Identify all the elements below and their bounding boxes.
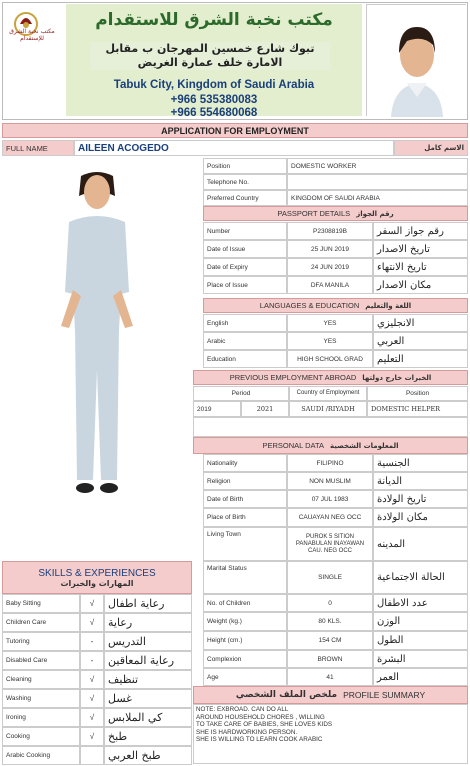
skill-mark-8 — [80, 746, 104, 765]
languages-section — [203, 298, 468, 313]
employment-blank-row-0 — [193, 417, 468, 437]
passport-label-ar-0: رقم جواز السفر — [373, 222, 468, 240]
full-name-label-ar: الاسم كامل — [394, 140, 468, 156]
personal-label-9: Complexion — [203, 650, 287, 668]
field-label-2: Preferred Country — [203, 190, 287, 206]
passport-label-ar-1: تاريخ الاصدار — [373, 240, 468, 258]
personal-label-7: Weight (kg.) — [203, 612, 287, 631]
language-label-2: Education — [203, 350, 287, 368]
personal-label-2: Date of Birth — [203, 490, 287, 508]
languages-section-title-ar: اللغة والتعليم — [365, 301, 412, 310]
field-label-1: Telephone No. — [203, 174, 287, 190]
profile-line-3: SHE IS HARDWORKING PERSON. — [196, 728, 298, 736]
skill-label-ar-2: التدريس — [104, 632, 192, 651]
skill-mark-0: √ — [80, 594, 104, 613]
address-line-2: الامارة خلف عمارة الغريض — [137, 56, 283, 69]
profile-title-ar: ملخص الملف الشخصي — [235, 690, 338, 700]
skill-label-4: Cleaning — [2, 670, 80, 689]
skill-label-ar-8: طبخ العربي — [104, 746, 192, 765]
personal-value-2: 07 JUL 1983 — [287, 490, 373, 508]
profile-title: PROFILE SUMMARY — [343, 690, 426, 700]
company-address-ar — [90, 42, 330, 70]
skill-label-ar-5: غسل — [104, 689, 192, 708]
personal-value-1: NON MUSLIM — [287, 472, 373, 490]
personal-label-10: Age — [203, 668, 287, 686]
field-value-0: DOMESTIC WORKER — [287, 158, 468, 174]
language-label-ar-0: الانجليزي — [373, 314, 468, 332]
passport-section-title-ar: رقم الجواز — [356, 209, 394, 218]
personal-label-0: Nationality — [203, 454, 287, 472]
skills-section — [2, 561, 192, 594]
passport-label-ar-2: تاريخ الانتهاء — [373, 258, 468, 276]
profile-line-2: TO TAKE CARE OF BABIES, SHE LOVES KIDS — [196, 721, 333, 729]
personal-label-ar-1: الديانة — [373, 472, 468, 490]
skill-mark-4: √ — [80, 670, 104, 689]
personal-value-6: 0 — [287, 594, 373, 612]
skill-mark-6: √ — [80, 708, 104, 727]
profile-summary-text — [193, 704, 468, 764]
passport-label-3: Place of Issue — [203, 276, 287, 294]
languages-section-title: LANGUAGES & EDUCATION — [259, 301, 360, 310]
skill-mark-3: - — [80, 651, 104, 670]
passport-value-0: P2308819B — [287, 222, 373, 240]
passport-label-0: Number — [203, 222, 287, 240]
skill-label-2: Tutoring — [2, 632, 80, 651]
personal-section — [193, 437, 468, 454]
personal-value-8: 154 CM — [287, 631, 373, 650]
skill-mark-1: √ — [80, 613, 104, 632]
skill-label-1: Children Care — [2, 613, 80, 632]
employment-section-title: PREVIOUS EMPLOYMENT ABROAD — [229, 373, 357, 382]
personal-value-0: FILIPINO — [287, 454, 373, 472]
passport-section-title: PASSPORT DETAILS — [277, 209, 351, 218]
passport-value-3: DFA MANILA — [287, 276, 373, 294]
personal-label-5: Marital Status — [203, 561, 287, 594]
passport-label-1: Date of Issue — [203, 240, 287, 258]
personal-label-4: Living Town — [203, 527, 287, 561]
personal-label-ar-6: عدد الاطفال — [373, 594, 468, 612]
personal-value-7: 80 KLS. — [287, 612, 373, 631]
personal-label-ar-9: البشرة — [373, 650, 468, 668]
personal-label-ar-10: العمر — [373, 668, 468, 686]
profile-line-1: AROUND HOUSEHOLD CHORES , WILLING — [196, 713, 325, 721]
personal-section-title-ar: المعلومات الشخصية — [329, 441, 399, 450]
language-value-2: HIGH SCHOOL GRAD — [287, 350, 373, 368]
personal-label-6: No. of Children — [203, 594, 287, 612]
skill-mark-7: √ — [80, 727, 104, 746]
skill-label-5: Washing — [2, 689, 80, 708]
skill-label-0: Baby Sitting — [2, 594, 80, 613]
skill-label-8: Arabic Cooking — [2, 746, 80, 765]
language-label-ar-1: العربي — [373, 332, 468, 350]
skill-label-3: Disabled Care — [2, 651, 80, 670]
employment-from-0: 2019 — [193, 401, 241, 417]
skill-label-ar-1: رعاية — [104, 613, 192, 632]
application-title: APPLICATION FOR EMPLOYMENT — [2, 123, 468, 138]
portrait-photo — [366, 4, 466, 116]
personal-value-10: 41 — [287, 668, 373, 686]
personal-label-3: Place of Birth — [203, 508, 287, 527]
company-name-ar: مكتب نخبة الشرق للاستقدام — [95, 10, 333, 30]
skills-title-ar: المهارات والخبرات — [60, 578, 134, 588]
employment-to-0: 2021 — [241, 401, 289, 417]
skill-label-ar-3: رعاية المعاقين — [104, 651, 192, 670]
language-label-ar-2: التعليم — [373, 350, 468, 368]
personal-value-5: SINGLE — [287, 561, 373, 594]
personal-value-4: PUROK 5 SITION PANABULAN INAYAWAN CAU. NEG OCC — [287, 527, 373, 561]
passport-value-1: 25 JUN 2019 — [287, 240, 373, 258]
language-value-0: YES — [287, 314, 373, 332]
employment-section — [193, 370, 468, 385]
personal-value-9: BROWN — [287, 650, 373, 668]
personal-value-3: CAUAYAN NEG OCC — [287, 508, 373, 527]
personal-label-ar-0: الجنسية — [373, 454, 468, 472]
logo-text: مكتب نخبة الشرق للإستقدام — [9, 28, 55, 42]
company-phone-2: +966 554680068 — [170, 107, 258, 119]
skill-label-ar-7: طبخ — [104, 727, 192, 746]
company-city: Tabuk City, Kingdom of Saudi Arabia — [113, 79, 315, 91]
language-label-0: English — [203, 314, 287, 332]
profile-line-4: SHE IS WILLING TO LEARN COOK ARABIC — [196, 736, 323, 744]
field-label-0: Position — [203, 158, 287, 174]
personal-label-8: Height (cm.) — [203, 631, 287, 650]
full-name-label: FULL NAME — [2, 140, 74, 156]
profile-line-0: NOTE: EXBROAD. CAN DO ALL — [196, 706, 289, 713]
personal-label-ar-5: الحالة الاجتماعية — [373, 561, 468, 594]
skill-label-6: Ironing — [2, 708, 80, 727]
company-phone-1: +966 535380083 — [170, 94, 258, 106]
personal-section-title: PERSONAL DATA — [262, 441, 324, 450]
skill-mark-5: √ — [80, 689, 104, 708]
passport-value-2: 24 JUN 2019 — [287, 258, 373, 276]
skill-mark-2: - — [80, 632, 104, 651]
address-line-1: تبوك شارع خمسين المهرجان ب مقابل — [105, 42, 315, 55]
passport-label-ar-3: مكان الاصدار — [373, 276, 468, 294]
field-value-1 — [287, 174, 468, 190]
full-name-value: AILEEN ACOGEDO — [74, 140, 394, 156]
personal-label-ar-3: مكان الولادة — [373, 508, 468, 527]
personal-label-1: Religion — [203, 472, 287, 490]
personal-label-ar-8: الطول — [373, 631, 468, 650]
skill-label-ar-4: تنظيف — [104, 670, 192, 689]
employment-header-country: Country of Employment — [289, 386, 367, 401]
employment-country-0: SAUDI /RIYADH — [289, 401, 367, 417]
language-value-1: YES — [287, 332, 373, 350]
personal-label-ar-2: تاريخ الولادة — [373, 490, 468, 508]
skills-title: SKILLS & EXPERIENCES — [38, 567, 156, 579]
personal-label-ar-7: الوزن — [373, 612, 468, 631]
employment-header-position: Position — [367, 386, 468, 401]
language-label-1: Arabic — [203, 332, 287, 350]
skill-label-7: Cooking — [2, 727, 80, 746]
skill-label-ar-0: رعاية اطفال — [104, 594, 192, 613]
personal-label-ar-4: المدينه — [373, 527, 468, 561]
employment-header-period: Period — [193, 386, 289, 401]
field-value-2: KINGDOM OF SAUDI ARABIA — [287, 190, 468, 206]
profile-section — [193, 686, 468, 704]
employment-section-title-ar: الخبرات خارج دولتها — [362, 373, 432, 382]
employment-position-0: DOMESTIC HELPER — [367, 401, 468, 417]
passport-section — [203, 206, 468, 221]
full-body-photo — [51, 170, 143, 524]
skill-label-ar-6: كي الملابس — [104, 708, 192, 727]
passport-label-2: Date of Expiry — [203, 258, 287, 276]
